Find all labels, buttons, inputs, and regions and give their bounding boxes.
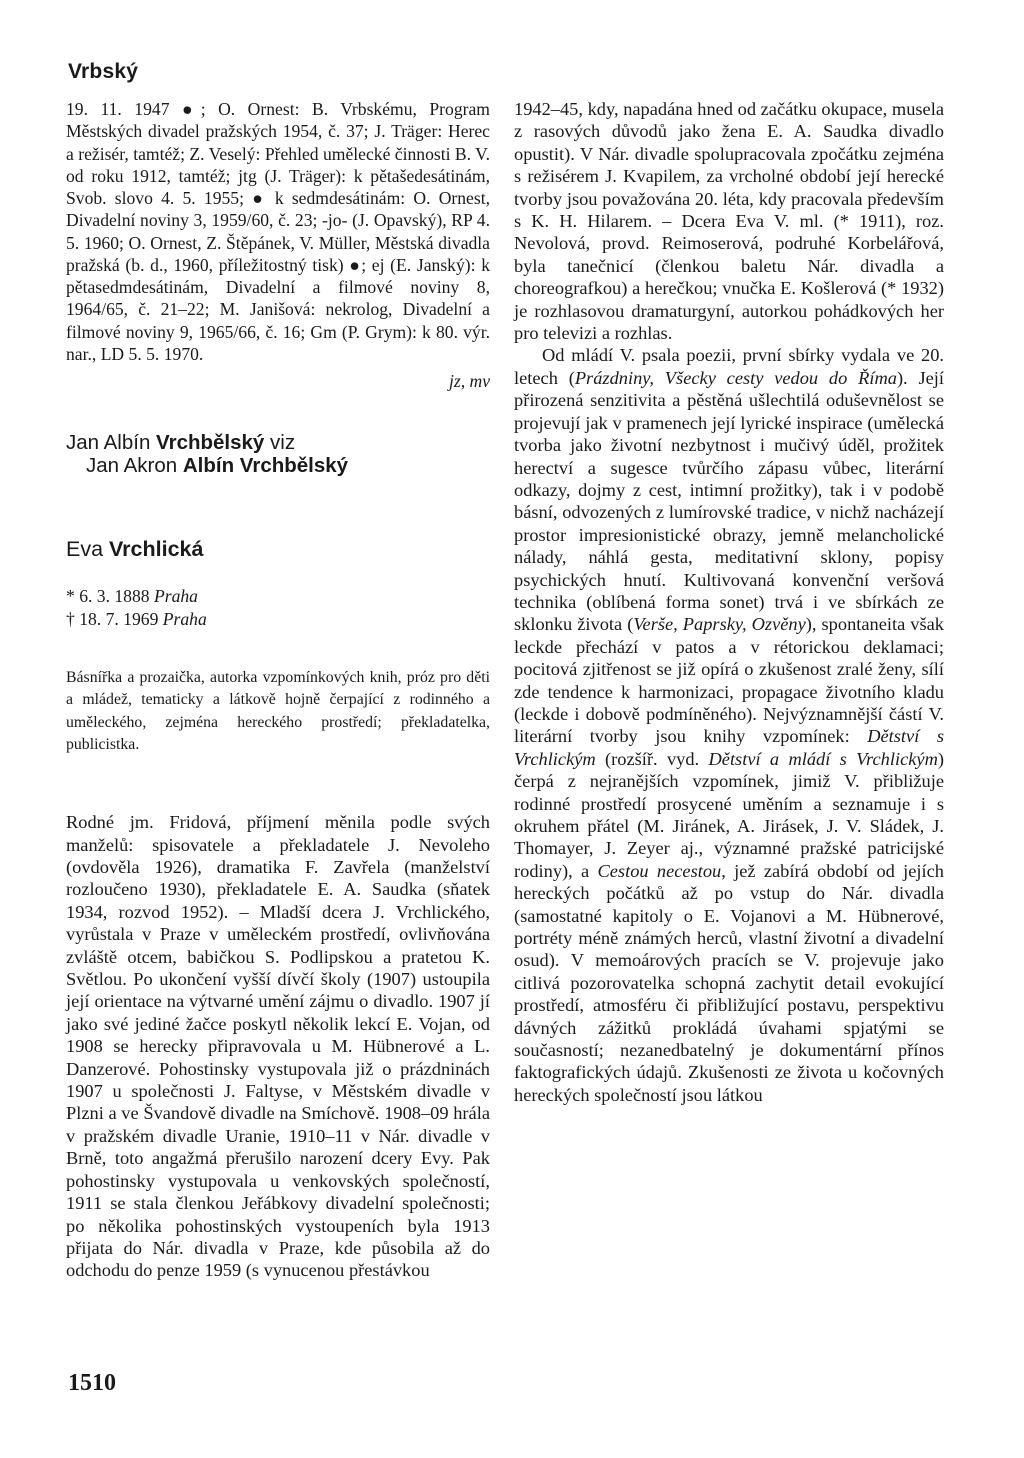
death-date: † 18. 7. 1969 (66, 608, 163, 629)
text-run: , jež zabírá období od jejích hereckých počátků až po vstup do Nár. divadla (samostatné kapitoly o E. Vojanovi a M. Hübnerové, portréty méně známých herců, vlastní životní a divadelní osud). V memoárových pracích se V. projevuje jako citlivá pozorovatelka schopná zachytit detail evokující prostředí, atmosféru či přibližující postavu, perspektivu dávných zážitků prokládá úvahami spjatými se současností; nezanedbatelný je dokumentární přínos faktografických údajů. Zkušenosti ze života u kočovných hereckých společností jsou látkou (514, 860, 944, 1105)
work-title: Dětství a mládí s Vrchlickým (708, 748, 938, 769)
death-place: Praha (162, 608, 207, 629)
work-title: Dětství s Vrchlickým (514, 726, 944, 769)
work-title: Prázdniny, Všecky cesty vedou do Říma (574, 367, 897, 388)
entry-surname: Vrchlická (109, 537, 204, 561)
author-signature: jz, mv (448, 371, 490, 391)
cross-reference-line-2 (66, 455, 490, 478)
entry-headword (66, 537, 490, 562)
text-run: ) čerpá z nejranějších vzpomínek, jimiž V. přibližuje rodinné prostředí prosycené uměním a seznamuje i s okruhem přátel (M. Jiránek, A. Jirásek, J. V. Sládek, J. Thomayer, J. Zeyer aj., významné pražské patricijské rodiny), a (514, 748, 944, 881)
crossref-surname-2: Albín Vrchbělský (182, 453, 349, 477)
cross-reference-line-1 (66, 432, 490, 455)
crossref-viz: viz (264, 431, 296, 454)
entry-dates (66, 585, 490, 630)
text-run: ). Její přirozená senzitivita a pěstěná ušlechtilá oduševnělost se projevují jak v pramenech její lyrické inspirace (umělecká tvorba jako životní nezbytnost i mučivý úděl, prožitek herectví a sugesce tvůrčího zápasu vůbec, literární odkazy, dojmy z cest, intimní prožitky), tak i v podobě básní, odvozených z lumírovské tradice, v nichž nacházejí prostor impresionistické obrazy, jemně melancholické nálady, náhlá gesta, meditativní sklony, popisy psychických hnutí. Kultivovaná konvenční veršová technika (oblíbená forma sonet) trvá i ve sbírkách ze sklonku života ( (514, 367, 944, 635)
bibliography-text: 19. 11. 1947 ●; O. Ornest: B. Vrbskému, Program Městských divadel pražských 1954, č. 37; J. Träger: Herec a režisér, tamtéž; Z. Veselý: Přehled umělecké činnosti B. V. od roku 1912, tamtéž; jtg (J. Träger): k pětašedesátinám, Svob. slovo 4. 5. 1955; ● k sedmdesátinám: O. Ornest, Divadelní noviny 3, 1959/60, č. 23; -jo- (J. Opavský), RP 4. 5. 1960; O. Ornest, Z. Štěpánek, V. Müller, Městská divadla pražská (b. d., 1960, příležitostný tisk) ●; ej (E. Janský): k pětasedmdesátinám, Divadelní a filmové noviny 8, 1964/65, č. 21–22; M. Janišová: nekrolog, Divadelní a filmové noviny 9, 1965/66, č. 16; Gm (P. Grym): k 80. výr. nar., LD 5. 5. 1970. (66, 99, 490, 364)
birth-line (66, 585, 490, 608)
crossref-surname-1: Vrchbělský (156, 431, 265, 454)
work-title: Cestou necestou (597, 860, 722, 881)
entry-biography: Rodné jm. Fridová, příjmení měnila podle svých manželů: spisovatele a překladatele J. Nevoleho (ovdověla 1926), dramatika F. Zavřela (manželství rozloučeno 1930), překladatele E. A. Saudka (sňatek 1934, rozvod 1952). – Mladší dcera J. Vrchlického, vyrůstala v Praze v uměleckém prostředí, ovlivňována zvláště otcem, babičkou S. Podlipskou a pratetou K. Světlou. Po ukončení vyšší dívčí školy (1907) ustoupila její orientace na výtvarné umění zájmu o divadlo. 1907 jí jako své jediné žačce poskytl několik lekcí E. Vojan, od 1908 se herecky připravovala u M. Hübnerové a L. Danzerové. Pohostinsky vystupovala již o prázdninách 1907 u společnosti J. Faltyse, v Městském divadle v Plzni a ve Švandově divadle na Smíchově. 1908–09 hrála v pražském divadle Uranie, 1910–11 v Nár. divadle v Brně, toto angažmá přerušilo narození dcery Evy. Pak pohostinsky vystupovala u venkovských společností, 1911 se stala členkou Jeřábkovy divadelní společnosti; po několika pohostinských vystoupeních byla 1913 přijata do Nár. divadla v Praze, kde působila až do odchodu do penze 1959 (s vynucenou přestávkou (66, 812, 490, 1281)
right-column (514, 98, 944, 1106)
literary-work-paragraph (514, 344, 944, 1106)
crossref-name-2: Jan Akron (86, 453, 183, 477)
work-title: Verše, Paprsky, Ozvěny (633, 614, 806, 635)
text-run: (rozšíř. vyd. (595, 748, 709, 769)
left-column (66, 98, 490, 1282)
crossref-name-1: Jan Albín (66, 431, 157, 454)
entry-characteristic: Básnířka a prozaička, autorka vzpomínkových knih, próz pro děti a mládež, tematicky a látkově hojně čerpající z rodinného a uměleckého, zejména hereckého prostředí; překladatelka, publicistka. (66, 669, 490, 753)
cross-reference (66, 432, 490, 477)
birth-place: Praha (153, 586, 198, 606)
entry-given-name: Eva (66, 537, 110, 561)
death-line (66, 608, 490, 631)
biography-continuation: 1942–45, kdy, napadána hned od začátku okupace, musela z rasových důvodů jako žena E. A. Saudka divadlo opustit). V Nár. divadle spolupracovala zpočátku zejména s režisérem J. Kvapilem, za vrcholné období její herecké tvorby jsou považována 20. léta, kdy pracovala především s K. H. Hilarem. – Dcera Eva V. ml. (* 1911), roz. Nevolová, provd. Reimoserová, podruhé Korbelářová, byla tanečnicí (členkou baletu Nár. divadla a choreografkou) a herečkou; vnučka E. Košlerová (* 1932) je rozhlasovou dramaturgyní, autorkou pohádkových her pro televizi a rozhlas. (514, 99, 944, 344)
birth-date: * 6. 3. 1888 (66, 586, 154, 606)
running-head: Vrbský (68, 60, 139, 83)
text-run: Od mládí V. psala poezii, první sbírky vydala ve 20. letech ( (514, 345, 944, 388)
page-number: 1510 (68, 1370, 116, 1396)
text-run: ), spontaneita však leckde přechází v patos a v rétorickou deklamaci; pocitová zjitřenost se již opírá o zkušenost zralé ženy, sílí zde tendence k harmonizaci, propagace životního kladu (leckde i dobově podmíněného). Nejvýznamnější částí V. literární tvorby jsou knihy vzpomínek: (514, 614, 945, 747)
